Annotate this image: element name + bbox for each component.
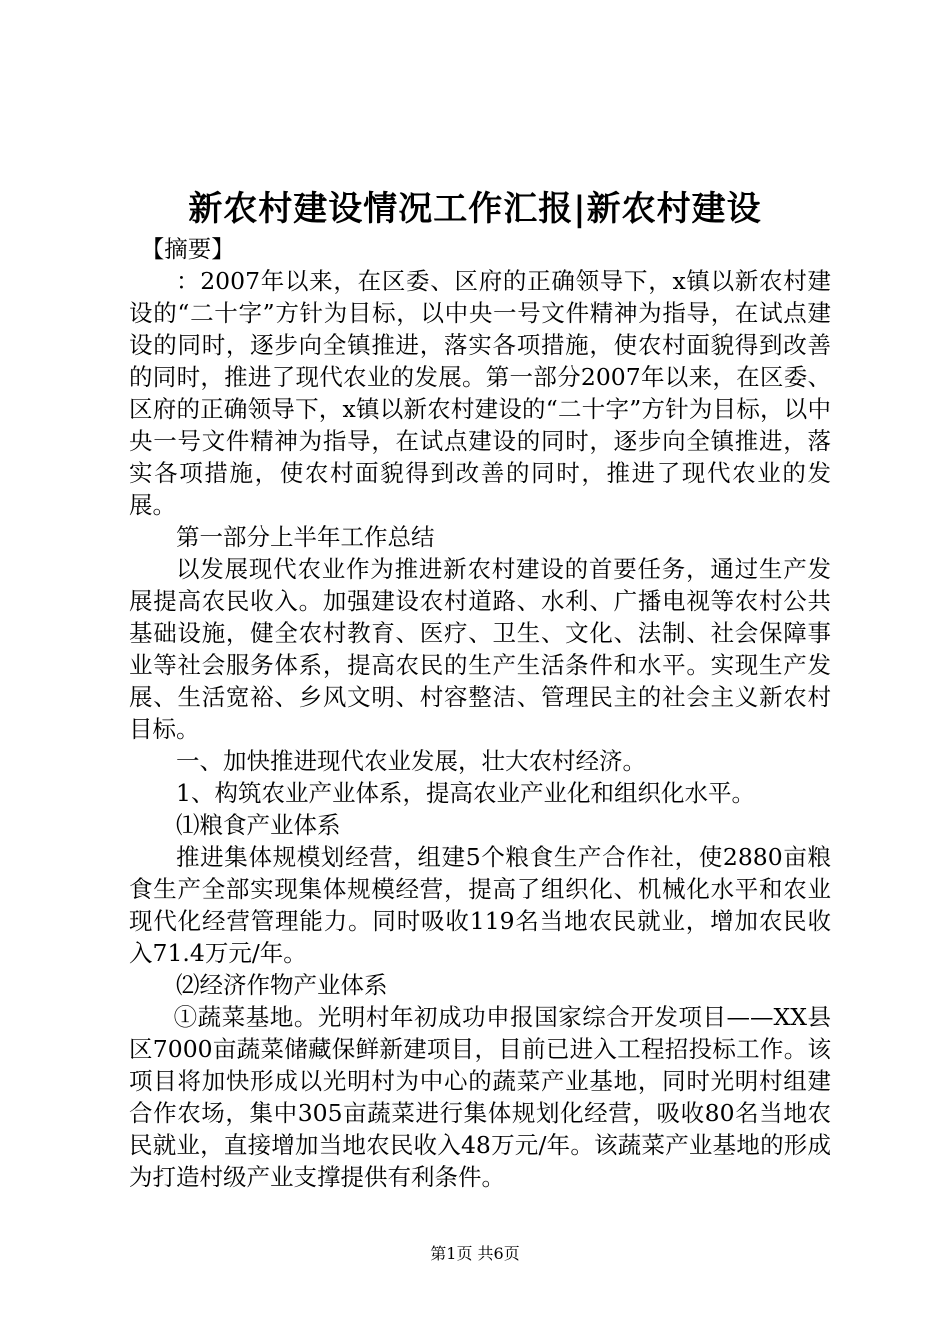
abstract-paragraph: ：2007年以来，在区委、区府的正确领导下，x镇以新农村建设的“二十字”方针为目标，以中央一号文件精神为指导，在试点建设的同时，逐步向全镇推进，落实各项措施，使农村面貌得到改善的同时，推进了现代农业的发展。第一部分2007年以来，在区委、区府的正确领导下，x镇以新农村建设的“二十字”方针为目标，以中央一号文件精神为指导，在试点建设的同时，逐步向全镇推进，落实各项措施，使农村面貌得到改善的同时，推进了现代农业的发展。 bbox=[129, 267, 831, 519]
abstract-heading: 【摘要】 bbox=[140, 235, 235, 263]
item-heading: ⑴粮食产业体系 bbox=[176, 811, 341, 839]
section-heading: 第一部分上半年工作总结 bbox=[176, 523, 435, 551]
document-title: 新农村建设情况工作汇报|新农村建设 bbox=[188, 189, 762, 229]
document-body bbox=[129, 233, 831, 1193]
page-footer: 第1页 共6页 bbox=[430, 1244, 520, 1263]
subsection-heading: 1、构筑农业产业体系，提高农业产业化和组织化水平。 bbox=[176, 779, 755, 807]
item-heading: ⑵经济作物产业体系 bbox=[176, 971, 388, 999]
subsection-heading: 一、加快推进现代农业发展，壮大农村经济。 bbox=[176, 747, 646, 775]
body-paragraph: 以发展现代农业作为推进新农村建设的首要任务，通过生产发展提高农民收入。加强建设农村道路、水利、广播电视等农村公共基础设施，健全农村教育、医疗、卫生、文化、法制、社会保障事业等社会服务体系，提高农民的生产生活条件和水平。实现生产发展、生活宽裕、乡风文明、村容整洁、管理民主的社会主义新农村目标。 bbox=[129, 555, 831, 743]
body-paragraph: ①蔬菜基地。光明村年初成功申报国家综合开发项目——XX县区7000亩蔬菜储藏保鲜新建项目，目前已进入工程招投标工作。该项目将加快形成以光明村为中心的蔬菜产业基地，同时光明村组建合作农场，集中305亩蔬菜进行集体规划化经营，吸收80名当地农民就业，直接增加当地农民收入48万元/年。该蔬菜产业基地的形成为打造村级产业支撑提供有利条件。 bbox=[129, 1003, 831, 1191]
body-paragraph: 推进集体规模划经营，组建5个粮食生产合作社，使2880亩粮食生产全部实现集体规模经营，提高了组织化、机械化水平和农业现代化经营管理能力。同时吸收119名当地农民就业，增加农民收入71.4万元/年。 bbox=[129, 843, 831, 967]
